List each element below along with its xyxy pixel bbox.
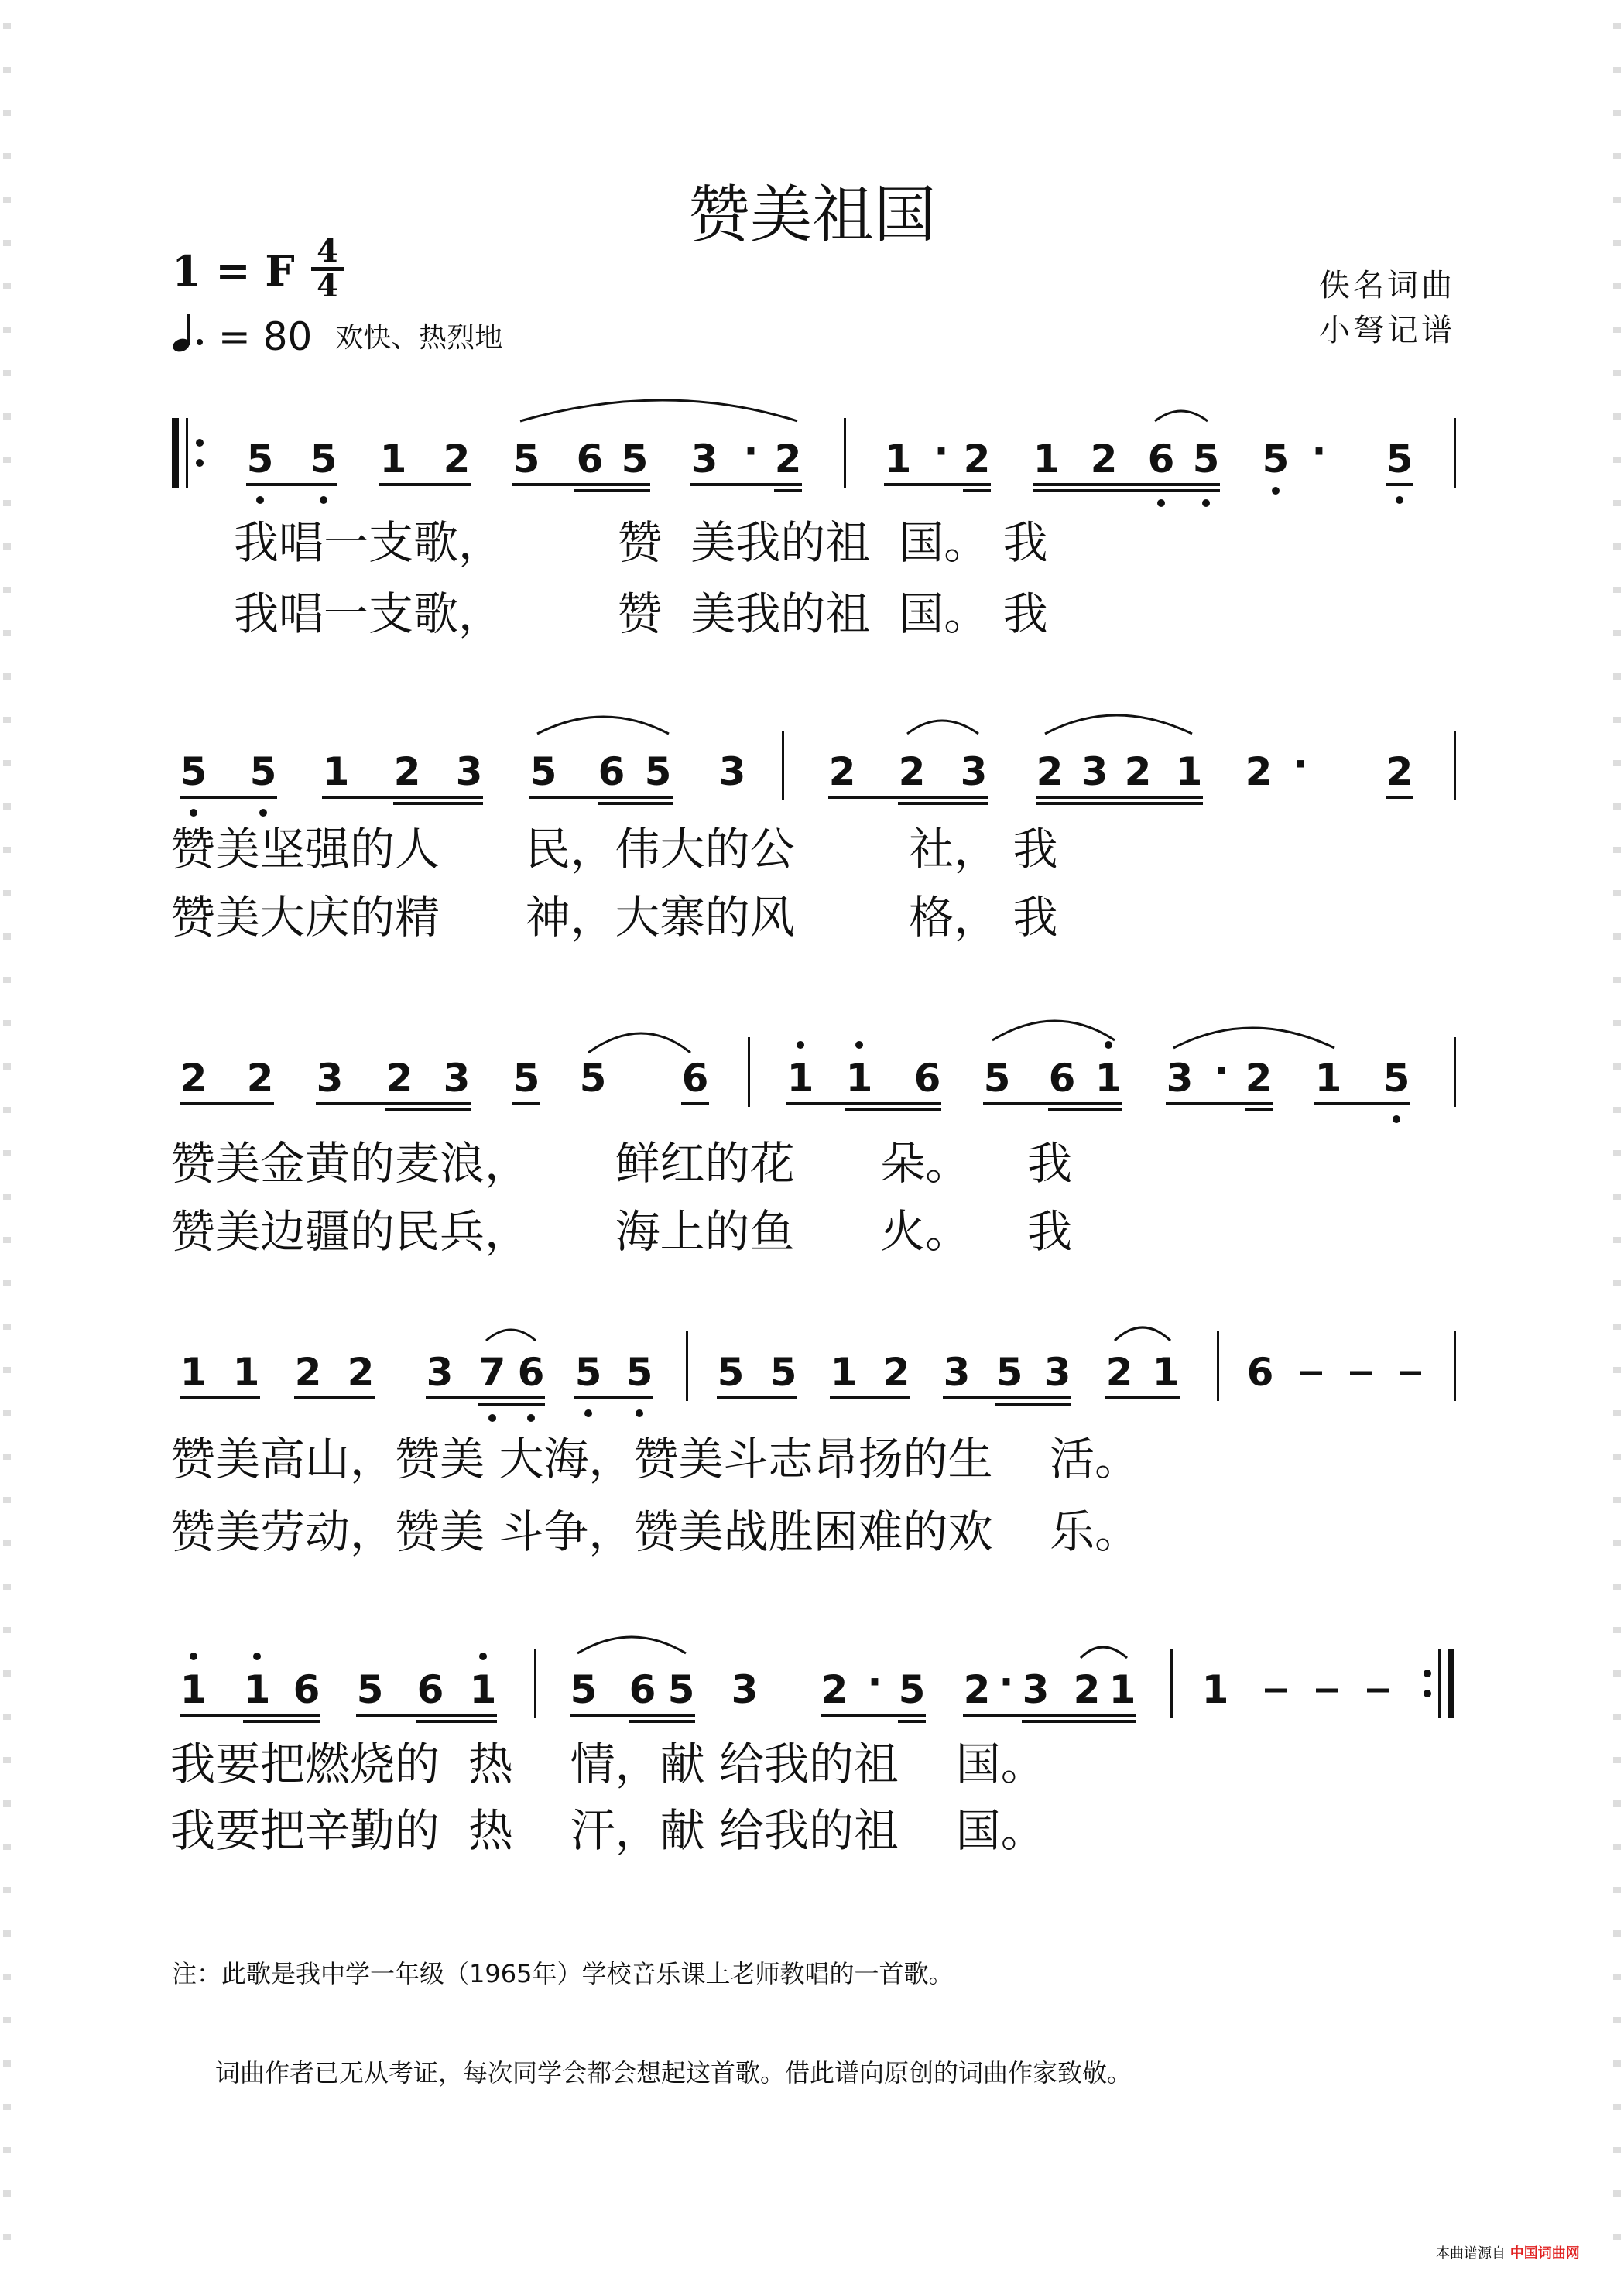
slur	[520, 400, 797, 421]
lyrics-row-2-verse-1: 赞美坚强的人 民，伟大的公 社， 我	[170, 823, 1058, 875]
svg-text:5: 5	[570, 1667, 598, 1712]
note: 2	[774, 437, 802, 481]
time-signature-top: 4	[317, 233, 338, 269]
svg-text:·: ·	[867, 1659, 882, 1704]
credit-transcriber: 小弩记谱	[1319, 313, 1455, 348]
measure-2	[885, 429, 1413, 481]
note: 6	[576, 437, 604, 481]
svg-text:1: 1	[1175, 749, 1203, 794]
svg-text:6: 6	[598, 749, 625, 794]
svg-text:2: 2	[246, 1056, 274, 1101]
lyrics-row-3-verse-1: 赞美金黄的麦浪， 鲜红的花 朵。 我	[170, 1137, 1072, 1190]
note: 1	[379, 437, 407, 481]
svg-text:3: 3	[943, 1350, 971, 1395]
time-signature	[310, 233, 345, 304]
note: 5	[512, 437, 540, 481]
song-title: 赞美祖国	[688, 179, 936, 251]
svg-text:5: 5	[898, 1667, 926, 1712]
svg-text:2: 2	[1036, 749, 1064, 794]
svg-text:·: ·	[934, 429, 949, 474]
svg-text:3: 3	[316, 1056, 344, 1101]
svg-text:1: 1	[322, 749, 350, 794]
svg-text:1: 1	[180, 1350, 207, 1395]
svg-text:5: 5	[667, 1667, 695, 1712]
svg-text:5: 5	[512, 1056, 540, 1101]
svg-text:3: 3	[1022, 1667, 1050, 1712]
svg-text:5: 5	[356, 1667, 384, 1712]
svg-text:1: 1	[1033, 437, 1060, 481]
svg-text:2: 2	[1073, 1667, 1101, 1712]
svg-text:5: 5	[717, 1350, 745, 1395]
svg-text:2: 2	[882, 1350, 910, 1395]
lyrics-row-4-verse-1: 赞美高山，赞美 大海，赞美斗志昂扬的生 活。	[170, 1433, 1140, 1485]
svg-text:6: 6	[1048, 1056, 1076, 1101]
underlines	[246, 485, 802, 491]
repeat-end-sign	[1424, 1649, 1454, 1718]
footnote-1: 注：此歌是我中学一年级（1965年）学校音乐课上老师教唱的一首歌。	[172, 1959, 954, 1988]
svg-text:5: 5	[625, 1350, 653, 1395]
lyrics-row-1-verse-2: 我唱一支歌， 赞 美我的祖 国。 我	[234, 587, 1048, 640]
note: 5	[246, 437, 274, 481]
svg-text:1: 1	[1314, 1056, 1342, 1101]
svg-text:5: 5	[644, 749, 672, 794]
svg-text:7: 7	[478, 1350, 506, 1395]
svg-text:5: 5	[180, 749, 207, 794]
time-signature-bottom: 4	[317, 268, 338, 304]
credit-composer: 佚名词曲	[1319, 268, 1455, 303]
lyrics-row-1-verse-1: 我唱一支歌， 赞 美我的祖 国。 我	[234, 516, 1048, 569]
svg-text:2: 2	[1090, 437, 1118, 481]
svg-text:1: 1	[1095, 1056, 1122, 1101]
svg-text:·: ·	[1214, 1048, 1229, 1093]
watermark-prefix: 本曲谱源自	[1436, 2245, 1506, 2262]
lyrics-row-3-verse-2: 赞美边疆的民兵， 海上的鱼 火。 我	[170, 1205, 1072, 1258]
svg-text:1: 1	[786, 1056, 814, 1101]
svg-text:1: 1	[845, 1056, 873, 1101]
measure-1	[247, 429, 802, 481]
svg-text:6: 6	[517, 1350, 545, 1395]
svg-text:3: 3	[1166, 1056, 1194, 1101]
svg-text:1: 1	[1152, 1350, 1180, 1395]
svg-text:5: 5	[1262, 437, 1290, 481]
watermark-site: 中国词曲网	[1509, 2245, 1580, 2262]
svg-text:3: 3	[718, 749, 746, 794]
svg-text:2: 2	[1245, 749, 1273, 794]
svg-text:2: 2	[898, 749, 926, 794]
svg-text:·: ·	[1311, 429, 1327, 474]
svg-text:·: ·	[1293, 741, 1308, 786]
svg-text:2: 2	[1386, 749, 1413, 794]
svg-text:2: 2	[821, 1667, 848, 1712]
barline	[844, 418, 846, 488]
svg-text:·: ·	[999, 1659, 1014, 1704]
svg-text:2: 2	[180, 1056, 207, 1101]
svg-text:3: 3	[731, 1667, 759, 1712]
note: 5	[621, 437, 649, 481]
svg-text:1: 1	[243, 1667, 271, 1712]
svg-text:3: 3	[443, 1056, 471, 1101]
svg-text:6: 6	[629, 1667, 656, 1712]
svg-text:5: 5	[769, 1350, 797, 1395]
note: 3	[690, 437, 718, 481]
lyrics-row-2-verse-2: 赞美大庆的精 神，大寨的风 格， 我	[170, 891, 1058, 944]
svg-text:2: 2	[828, 749, 856, 794]
svg-text:5: 5	[574, 1350, 602, 1395]
svg-text:5: 5	[529, 749, 557, 794]
dotted-quarter-note-icon	[172, 313, 206, 363]
svg-text:2: 2	[963, 1667, 991, 1712]
svg-text:5: 5	[1382, 1056, 1410, 1101]
svg-text:2: 2	[294, 1350, 322, 1395]
svg-text:2: 2	[347, 1350, 375, 1395]
svg-text:1: 1	[1201, 1667, 1229, 1712]
svg-text:5: 5	[579, 1056, 607, 1101]
svg-text:1: 1	[1108, 1667, 1136, 1712]
repeat-start-thick-bar	[172, 418, 179, 488]
svg-text:3: 3	[455, 749, 483, 794]
svg-text:5: 5	[1192, 437, 1220, 481]
footnote-2: 词曲作者已无从考证，每次同学会都会想起这首歌。借此谱向原创的词曲作家致敬。	[215, 2058, 1132, 2087]
dot: ·	[743, 429, 759, 474]
lyrics-row-4-verse-2: 赞美劳动，赞美 斗争，赞美战胜困难的欢 乐。	[170, 1505, 1140, 1558]
svg-text:3: 3	[1081, 749, 1108, 794]
svg-text:5: 5	[983, 1056, 1011, 1101]
svg-text:2: 2	[385, 1056, 413, 1101]
svg-text:6: 6	[293, 1667, 320, 1712]
svg-text:6: 6	[1147, 437, 1175, 481]
svg-text:2: 2	[1245, 1056, 1273, 1101]
svg-text:5: 5	[1386, 437, 1413, 481]
score-row-3	[0, 1029, 1624, 1153]
svg-text:6: 6	[913, 1056, 941, 1101]
svg-text:6: 6	[681, 1056, 709, 1101]
svg-text:2: 2	[393, 749, 421, 794]
svg-text:1: 1	[469, 1667, 497, 1712]
tempo-expression: 欢快、热烈地	[335, 322, 503, 354]
svg-text:3: 3	[960, 749, 988, 794]
key-signature: 1 = F	[172, 246, 295, 296]
lyrics-row-5-verse-1: 我要把燃烧的 热 情，献 给我的祖 国。	[170, 1738, 1046, 1790]
lyrics-row-5-verse-2: 我要把辛勤的 热 汗，献 给我的祖 国。	[170, 1804, 1046, 1857]
svg-text:3: 3	[426, 1350, 454, 1395]
svg-text:2: 2	[1105, 1350, 1133, 1395]
svg-text:5: 5	[995, 1350, 1023, 1395]
svg-text:3: 3	[1043, 1350, 1071, 1395]
note: 5	[310, 437, 337, 481]
svg-text:2: 2	[963, 437, 991, 481]
svg-text:1: 1	[232, 1350, 260, 1395]
tempo-marking	[172, 313, 502, 363]
svg-text:5: 5	[249, 749, 277, 794]
svg-text:6: 6	[416, 1667, 444, 1712]
svg-text:2: 2	[1124, 749, 1152, 794]
note: 2	[443, 437, 471, 481]
source-watermark	[1436, 2245, 1580, 2263]
svg-text:6: 6	[1246, 1350, 1274, 1395]
svg-text:1: 1	[884, 437, 912, 481]
tempo-value: = 80	[218, 314, 313, 359]
score-row-4	[0, 1324, 1624, 1447]
svg-text:1: 1	[180, 1667, 207, 1712]
svg-text:1: 1	[830, 1350, 858, 1395]
